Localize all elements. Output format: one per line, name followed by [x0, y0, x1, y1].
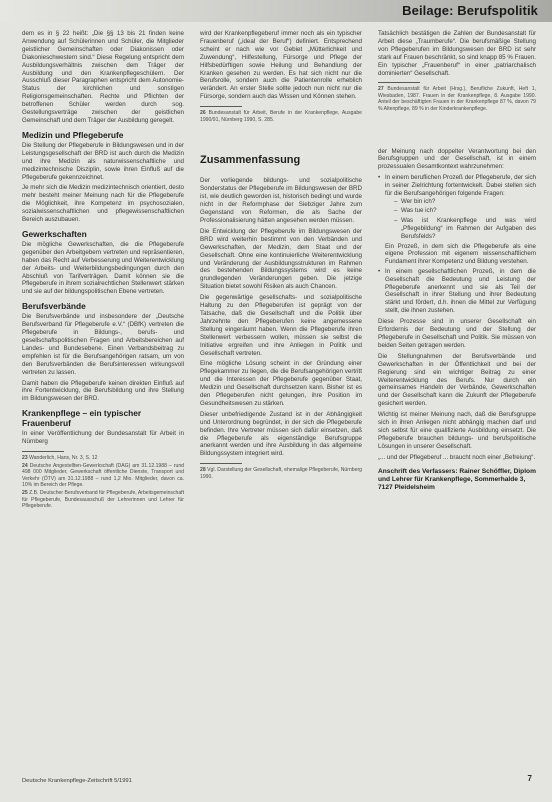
footnote-rule	[378, 82, 420, 83]
paragraph: Die Entwicklung der Pflegeberufe im Bildungswesen der BRD wird weiterhin bestimmt von den Verbänden und Gewerkschaften, der Medizin, dem Staat und der Gesellschaft. Ohne eine kontinuierliche Weiterentwicklung und Veränderung der Ausbildungsstrukturen im Rahmen des bestehenden Bildungssystems wird es keine grundlegenden Veränderungen geben. Die jetzige Situation bietet sowohl Risiken als auch Chancen.	[200, 227, 362, 291]
paragraph: dem es in § 22 heißt: „Die §§ 13 bis 21 finden keine Anwendung auf Schülerinnen und Schüler, die Mitglieder geistlicher Gemeinschaften oder Diakonissen oder Diakonieschwestern sind.“ Diese Regelung entspricht dem Ausbildungsverhältnis zwischen dem Träger der Ausbildung und den Krankenpflegeschülern. Der Ausschluß dieser Paragraphen entspricht dem Autonomie-Status der kirchlichen und sonstigen Religionsgemeinschaften. Rechte und Pflichten der betroffenen Schüler werden durch sog. Gestellungsverträge zwischen der geistlichen Gemeinschaft und dem Träger der Ausbildung geregelt.	[22, 30, 184, 124]
footnote: 26 Bundesanstalt für Arbeit, Berufe in der Krankenpflege, Ausgabe 1990/91, Nürnberg 1990, S. 285.	[200, 110, 362, 123]
paragraph: „... und der Pflegeberuf ... braucht noch einer „Befreiung“.	[378, 453, 536, 461]
header-band	[0, 0, 552, 22]
list-item: – Was ist Krankenpflege und was wird „Pflegebildung“ im Rahmen der Aufgaben des Berufsfelds?	[401, 217, 536, 241]
paragraph: der Meinung nach doppelter Verantwortung bei den Berufsgruppen und der Gesellschaft, ist in einem prozessualen Gesamtkontext wahrzunehmen:	[378, 147, 536, 171]
paragraph: Die Stellungnahmen der Berufsverbände und Gewerkschaften in der Öffentlichkeit und bei der Regierung sind ein wichtiger Beitrag zu einer Weiterentwicklung des Berufs. Nur durch ein gemeinsames Handeln der Verbände, Gewerkschaften und der Gesellschaft kann die Zukunft der Pflegeberufe gesichert werden.	[378, 352, 536, 408]
page-number: 7	[527, 774, 532, 783]
paragraph: Die Stellung der Pflegeberufe in Bildungswesen und in der Leistungsgesellschaft der BRD ist auch durch die Medizin und ihre Medizin als naturwissenschaftliche und medizintechnische Disziplin, sowie ihren Einfluß auf die Pflegeberufe gekennzeichnet.	[22, 141, 184, 181]
heading-berufsverbaende: Berufsverbände	[22, 301, 86, 312]
footnote: 28 Vgl. Darstellung der Gesellschaft, ehemalige Pflegeberufe, Nürnberg 1990.	[200, 467, 362, 480]
paragraph: wird der Krankenpflegeberuf immer noch als ein typischer Frauenberuf („ideal der Beruf“) definiert. Entsprechend scheint er nach wie vor Gebiet „Mütterlichkeit und Zuwendung“, Hilfestellung, Fürsorge und Pflege der Hilfsbedürftigen sowie Heilung und Behandlung der Kranken gesehen zu werden. Es hat sich nicht nur die Berufsrolle, sondern auch die Patientenrolle erheblich verändert. An erster Stelle sollte jedoch nun nicht nur die Fürsorge, sondern auch das Wissen und Können stehen.	[200, 30, 362, 101]
column-3	[378, 30, 536, 492]
list-item: – Wer bin ich?	[401, 198, 536, 206]
bullet-list	[378, 174, 536, 315]
paragraph: In einer Veröffentlichung der Bundesanstalt für Arbeit in Nürnberg	[22, 430, 184, 446]
paragraph: Die Berufsverbände und insbesondere der „Deutsche Berufsverband für Pflegeberufe e.V.“ (DBfK) vertreten die Pflegeberufe in Bildungs-, berufs- und gesellschaftspolitischen Fragen und Arbeitsbereichen auf Landes- und Bundesebene. Einen Verbandsbeitrag zu empfehlen ist für die Berufsangehörigen ratsam, um von den Berufsverbänden die Berufsinteressen wirkungsvoll vertreten zu lassen.	[22, 313, 184, 376]
list-item: – Was tue ich?	[401, 207, 536, 215]
footnote: 23 Wanderlich, Hans, Nr. 3, S. 12	[22, 455, 98, 462]
paragraph: Dieser unbefriedigende Zustand ist in der Abhängigkeit und Unterordnung begründet, in der sich die Pflegeberufe befinden. Ihre Vertreter müssen sich dafür einsetzen, daß die Pflegeberufe als eigenständige Berufsgruppe anerkannt werden und ihre Ausbildung in das allgemeine Bildungssystem integriert wird.	[200, 410, 362, 458]
paragraph: Tatsächlich bestätigen die Zahlen der Bundesanstalt für Arbeit diese „Traumberufe“. Die berufsmäßige Stellung von Pflegeberufen im Bildungswesen der BRD ist sehr stark auf Frauen beschränkt, so sind knapp 85 % Frauen. Ein typischer „Frauenberuf“ in einer „patriarchalisch dominierten“ Gesellschaft.	[378, 30, 536, 77]
section-title: Beilage: Berufspolitik	[402, 3, 538, 18]
paragraph: Die mögliche Gewerkschaften, die die Pflegeberufe gegenüber den Arbeitgebern vertreten und repräsentieren, haben das Recht auf Verbesserung und Weiterentwicklung der Arbeits- und Weiterbildungsbedingungen durch den Abschluß von Tarifverträgen. Damit können sie die Pflegeberufe in ihrem sozialrechtlichen Stellenwert stärken und sie auf der bildungspolitischen Ebene vertreten.	[22, 240, 184, 296]
paragraph: Eine mögliche Lösung scheint in der Gründung einer Pflegekammer zu liegen, die die Berufsangehörigen vertritt und die Interessen der Pflegeberufe gegenüber Staat, Medizin und Gesellschaft durchsetzen kann. Bisher ist es den Pflegeberufen nicht gelungen, ihre Position im Gesundheitswesen zu stärken.	[200, 360, 362, 407]
paragraph: Damit haben die Pflegeberufe keinen direkten Einfluß auf ihre Fortentwicklung, die Berufsbildung und ihre Stellung im Bildungswesen der BRD.	[22, 379, 184, 403]
paragraph: Die gegenwärtige gesellschafts- und sozialpolitische Haltung zu den Pflegeberufen ist geprägt von der Tatsache, daß die Gesellschaft und die Politik über Jahrzehnte den Pflegeberufen keine angemessene Stellung eingeräumt haben. Wenn die Pflegeberufe ihren Stellenwert verbessern wollen, müssen sie selbst die Initiative ergreifen und ihre Anliegen in Politik und Gesellschaft vertreten.	[200, 294, 362, 357]
heading-zusammenfassung: Zusammenfassung	[200, 154, 301, 167]
heading-gewerkschaften: Gewerkschaften	[22, 228, 87, 239]
paragraph: Wichtig ist meiner Meinung nach, daß die Berufsgruppe sich in ihren Anliegen nicht abhängig machen darf und sich selbst für eine qualifizierte Ausbildung einsetzt. Die Pflegeberufe brauchen bildungs- und berufspolitische Lösungen in unserer Gesellschaft.	[378, 411, 536, 450]
footnote: 24 Deutsche Angestellten-Gewerkschaft (DAG) am 31.12.1988 – rund 498 000 Mitglieder, Gewerkschaft öffentliche Dienste, Transport und Verkehr (ÖTV) am 31.12.1988 – rund 1,2 Mio. Mitglieder, davon ca. 10% im Bereich der Pflege.	[22, 462, 184, 489]
dash-list	[385, 198, 536, 241]
footnote: 25 Z.B. Deutscher Berufsverband für Pflegeberufe, Arbeitsgemeinschaft für Pflegeberufe, Bundesausschuß der Lehrerinnen und Lehrer für Pflegeberufe.	[22, 490, 184, 509]
column-1	[22, 30, 184, 511]
list-item: • In einem beruflichen Prozeß der Pflegeberufe, der sich in seiner Zielrichtung fortentwickelt. Dabei stellen sich für die Berufsangehörigen folgende Fragen: – Wer bin ich? – Was tue ich? – Was ist Krankenpflege und was wird „Pflegebildung“ im Rahmen der Aufgaben des Berufsfelds? Ein Prozeß, in dem sich die Pflegeberufe als eine eigene Profession mit eigenem wissenschaftlichem Fundament ihrer Kompetenz und Bildung verstehen.	[385, 174, 536, 266]
author-address: Anschrift des Verfassers: Rainer Schöffler, Diplom und Lehrer für Krankenpflege, Sommerhalde 3, 7127 Pleidelsheim	[378, 467, 536, 491]
paragraph: Je mehr sich die Medizin medizintechnisch orientiert, desto mehr besteht meiner Meinung nach für die Pflegeberufe die Möglichkeit, ihre Kompetenz im psychosozialen, sozialwissenschaftlichen und pflegewissenschaftlichen Bereich auszubauen.	[22, 184, 184, 224]
footnote: 27 Bundesanstalt für Arbeit (Hrsg.), Berufliche Zukunft, Heft 1, Wiesbaden, 1987. Frauen in der Krankenpflege, 8. Ausgabe 1990. Anteil der beschäftigten Frauen in der Krankenpflege 87 %, davon 79 % Altenpflege, 89 % in der Kinderkrankenpflege.	[378, 86, 536, 112]
list-item: • In einem gesellschaftlichen Prozeß, in dem die Gesellschaft die Bedeutung und Leistung der Pflegeberufe anerkennt und sie als Teil der Gesellschaft in ihrer Stellung und ihrer Bedeutung stärkt und fördert, d.h. ihnen die Mittel zur Verfügung stellt, die ihnen zustehen.	[385, 268, 536, 315]
paragraph: Diese Prozesse sind in unserer Gesellschaft ein Erfordernis der Bedeutung und der Stellung der Pflegeberufe in Gesellschaft und Politik. Sie müssen von beiden Seiten getragen werden.	[378, 318, 536, 349]
footnote-rule	[200, 106, 242, 107]
footnote-rule	[200, 463, 242, 464]
heading-medizin: Medizin und Pflegeberufe	[22, 129, 124, 140]
journal-footer: Deutsche Krankenpflege-Zeitschrift 5/1991	[22, 778, 132, 784]
paragraph: Der vorliegende bildungs- und sozialpolitische Sonderstatus der Pflegeberufe im Bildungswesen der BRD ist, wie deutlich geworden ist, historisch bedingt und wurde nicht in der Reformphase der Siebziger Jahre zum Gegenstand von Reformen, die als Sache der Professionalisierung hätten angesehen werden müssen.	[200, 177, 362, 224]
heading-krankenpflege: Krankenpflege – ein typischer Frauenberuf	[22, 408, 142, 429]
paragraph: Ein Prozeß, in dem sich die Pflegeberufe als eine eigene Profession mit eigenem wissenschaftlichem Fundament ihrer Kompetenz und Bildung verstehen.	[385, 242, 536, 266]
column-2	[200, 30, 362, 482]
footnote-rule	[22, 451, 64, 452]
